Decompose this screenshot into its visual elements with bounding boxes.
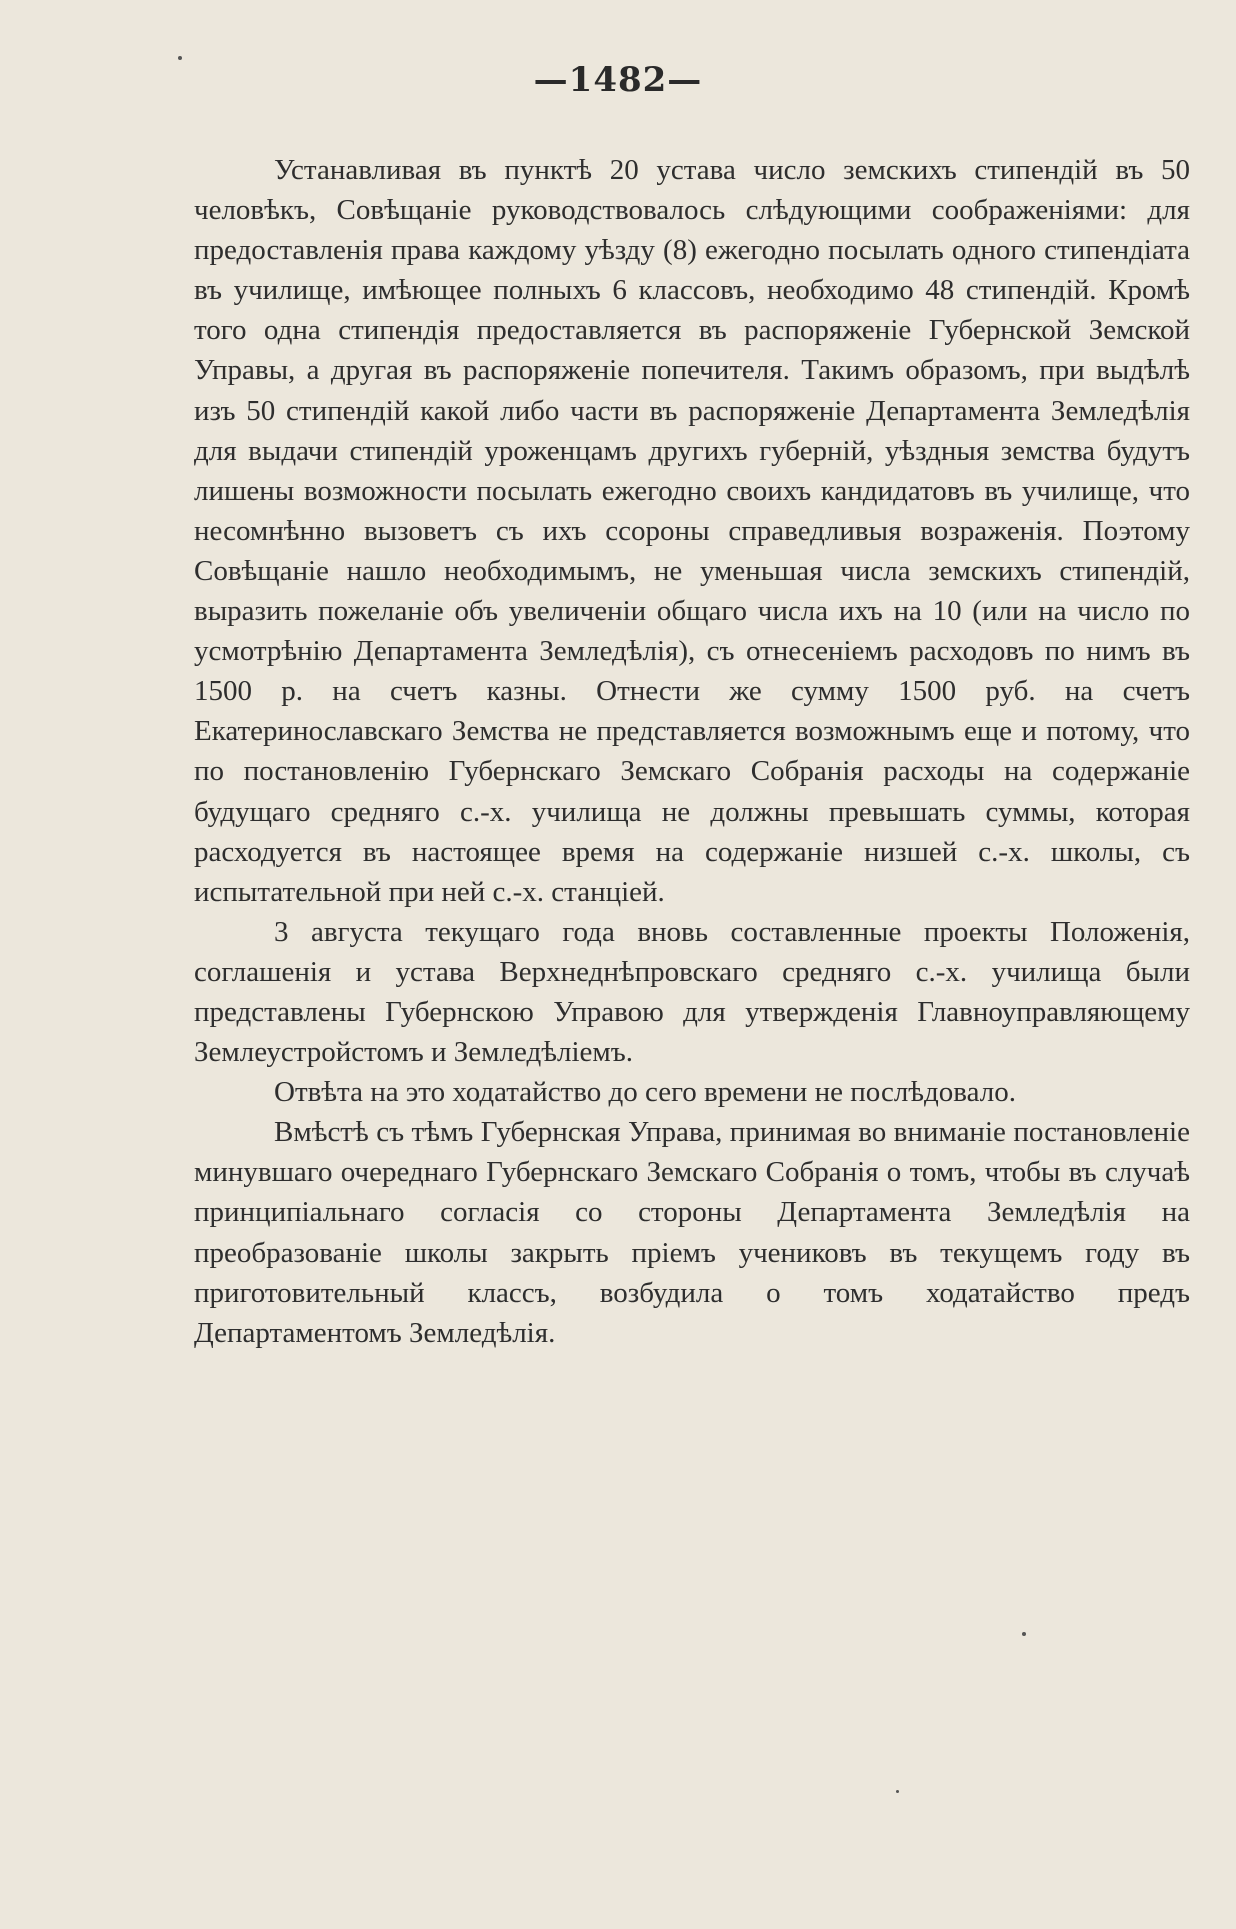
body-text: [194, 150, 1190, 1353]
paragraph-stipends: Устанавливая въ пунктѣ 20 устава число земскихъ стипендій въ 50 человѣкъ, Совѣщаніе руководствовалось слѣдующими соображеніями: для предоставленія права каждому уѣзду (8) ежегодно посылать одного стипендіата въ училище, имѣющее полныхъ 6 классовъ, необходимо 48 стипендій. Кромѣ того одна стипендія предоставляется въ распоряженіе Губернской Земской Управы, а другая въ распоряженіе попечителя. Такимъ образомъ, при выдѣлѣ изъ 50 стипендій какой либо части въ распоряженіе Департамента Земледѣлія для выдачи стипендій уроженцамъ другихъ губерній, уѣздныя земства будутъ лишены возможности посылать ежегодно своихъ кандидатовъ въ училище, что несомнѣнно вызоветъ съ ихъ ссороны справедливыя возраженія. Поэтому Совѣщаніе нашло необходимымъ, не уменьшая числа земскихъ стипендій, выразить пожеланіе объ увеличеніи общаго числа ихъ на 10 (или на число по усмотрѣнію Департамента Земледѣлія), съ отнесеніемъ расходовъ по нимъ въ 1500 р. на счетъ казны. Отнести же сумму 1500 руб. на счетъ Екатеринославскаго Земства не представляется возможнымъ еще и потому, что по постановленію Губернскаго Земскаго Собранія расходы на содержаніе будущаго средняго с.-х. училища не должны превышать суммы, которая расходуется въ настоящее время на содержаніе низшей с.-х. школы, съ испытательной при ней с.-х. станціей.: [194, 154, 1190, 908]
paper-speck: [178, 56, 182, 60]
paragraph-no-answer: Отвѣта на это ходатайство до сего времени не послѣдовало.: [274, 1076, 1016, 1109]
paper-speck: [896, 1790, 899, 1793]
page-number: —1482—: [533, 60, 703, 100]
paragraph-admission-closure: Вмѣстѣ съ тѣмъ Губернская Управа, принимая во вниманіе постановленіе минувшаго очереднаго Губернскаго Земскаго Собранія о томъ, чтобы въ случаѣ принципіальнаго согласія со стороны Департамента Земледѣлія на преобразованіе школы закрыть пріемъ учениковъ въ текущемъ году въ приготовительный классъ, возбудила о томъ ходатайство предъ Департаментомъ Земледѣлія.: [194, 1116, 1190, 1349]
paper-speck: [1022, 1632, 1026, 1636]
paragraph-august-projects: 3 августа текущаго года вновь составленные проекты Положенія, соглашенія и устава Верхнеднѣпровскаго средняго с.-х. училища были представлены Губернскою Управою для утвержденія Главноуправляющему Землеустройстомъ и Земледѣліемъ.: [194, 915, 1190, 1069]
